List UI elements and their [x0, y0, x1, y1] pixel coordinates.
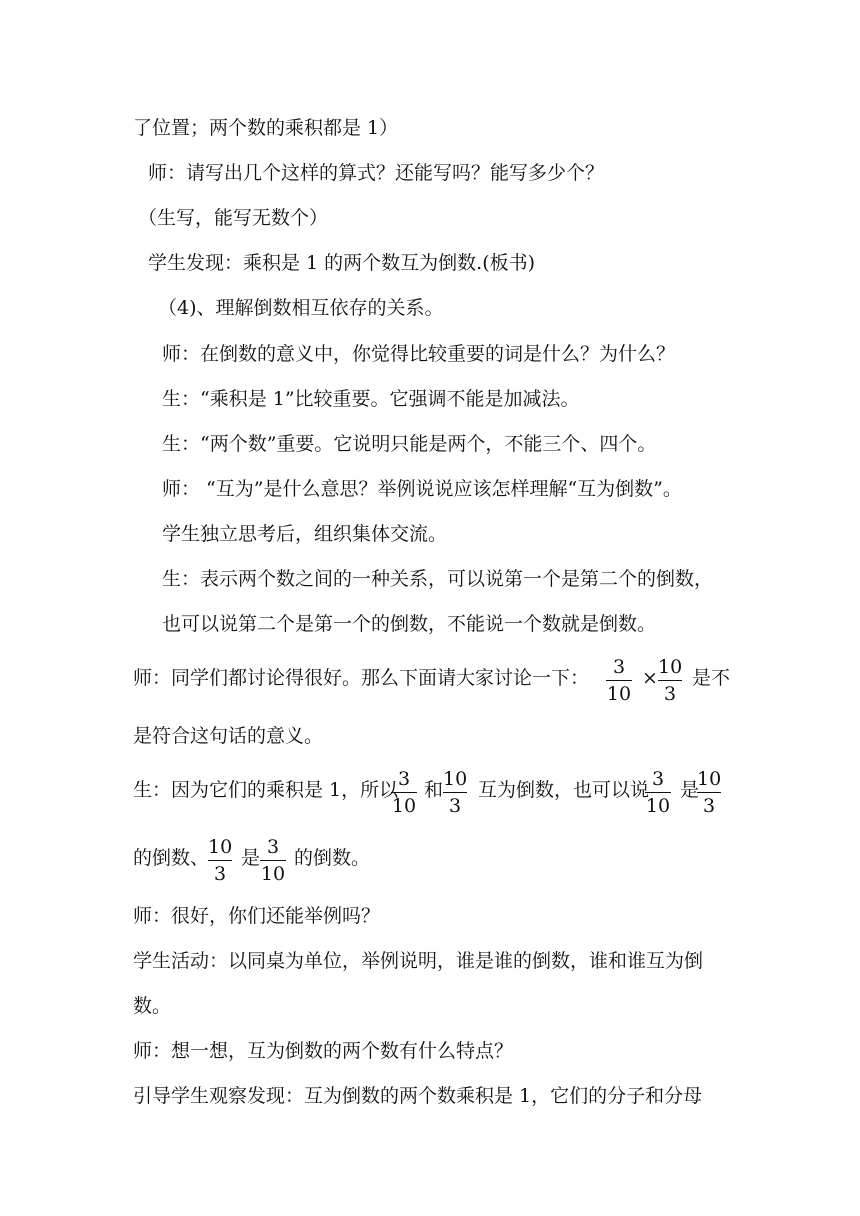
fraction-10-3	[658, 656, 682, 705]
fraction-numerator: 3	[266, 836, 280, 858]
text-line: 引导学生观察发现：互为倒数的两个数乘积是 1，它们的分子和分母	[133, 1085, 703, 1107]
multiply-sign: ×	[642, 667, 658, 689]
text-line: 师：请写出几个这样的算式？还能写吗？能写多少个？	[148, 162, 605, 184]
fraction-bar	[645, 792, 671, 793]
text-line: 生：“两个数”重要。它说明只能是两个，不能三个、四个。	[162, 433, 657, 455]
text-line: 是	[680, 779, 700, 801]
fraction-bar	[606, 680, 632, 681]
fraction-numerator: 3	[612, 656, 626, 678]
fraction-bar	[260, 860, 286, 861]
section-heading: （4)、理解倒数相互依存的关系。	[158, 297, 444, 319]
text-line: 生：“乘积是 1”比较重要。它强调不能是加减法。	[162, 388, 580, 410]
fraction-denominator: 10	[645, 795, 671, 817]
text-line: 学生活动：以同桌为单位，举例说明，谁是谁的倒数，谁和谁互为倒	[133, 950, 704, 972]
fraction-3-10	[260, 836, 286, 885]
text-line: 了位置；两个数的乘积都是 1）	[133, 117, 399, 139]
text-line: 师：在倒数的意义中，你觉得比较重要的词是什么？为什么？	[162, 343, 676, 365]
text-line: 互为倒数，也可以说	[478, 779, 650, 801]
fraction-numerator: 10	[697, 768, 722, 790]
text-line: 和	[424, 779, 444, 801]
fraction-bar	[391, 792, 417, 793]
text-line: 的倒数。	[294, 847, 371, 869]
text-line: 师：同学们都讨论得很好。那么下面请大家讨论一下：	[133, 667, 590, 689]
fraction-numerator: 10	[443, 768, 468, 790]
fraction-numerator: 3	[651, 768, 665, 790]
fraction-denominator: 10	[391, 795, 417, 817]
fraction-3-10	[606, 656, 632, 705]
fraction-bar	[697, 792, 721, 793]
fraction-denominator: 3	[213, 863, 227, 885]
text-line: 学生发现：乘积是 1 的两个数互为倒数.(板书)	[148, 252, 536, 274]
fraction-denominator: 3	[702, 795, 716, 817]
text-line: （生写，能写无数个）	[138, 207, 329, 229]
fraction-numerator: 3	[397, 768, 411, 790]
fraction-denominator: 10	[606, 683, 632, 705]
text-line: 是不	[692, 667, 731, 689]
text-line: 生：因为它们的乘积是 1，所以	[133, 779, 399, 801]
text-line: 的倒数、	[133, 847, 210, 869]
fraction-numerator: 10	[658, 656, 683, 678]
fraction-denominator: 3	[448, 795, 462, 817]
fraction-bar	[658, 680, 682, 681]
text-line: 也可以说第二个是第一个的倒数，不能说一个数就是倒数。	[162, 613, 657, 635]
fraction-denominator: 3	[663, 683, 677, 705]
fraction-3-10	[645, 768, 671, 817]
fraction-10-3	[697, 768, 721, 817]
text-line: 学生独立思考后，组织集体交流。	[162, 523, 448, 545]
fraction-3-10	[391, 768, 417, 817]
fraction-10-3	[443, 768, 467, 817]
text-line: 师：想一想，互为倒数的两个数有什么特点？	[133, 1040, 514, 1062]
fraction-10-3	[208, 836, 232, 885]
text-line: 生：表示两个数之间的一种关系，可以说第一个是第二个的倒数，	[162, 568, 714, 590]
text-line: 师： “互为”是什么意思？举例说说应该怎样理解“互为倒数”。	[162, 478, 682, 500]
fraction-bar	[443, 792, 467, 793]
fraction-denominator: 10	[260, 863, 286, 885]
text-line: 数。	[133, 995, 172, 1017]
fraction-numerator: 10	[208, 836, 233, 858]
text-line: 是	[241, 847, 261, 869]
fraction-bar	[208, 860, 232, 861]
text-line: 师：很好，你们还能举例吗？	[133, 905, 381, 927]
text-line: 是符合这句话的意义。	[133, 725, 324, 747]
